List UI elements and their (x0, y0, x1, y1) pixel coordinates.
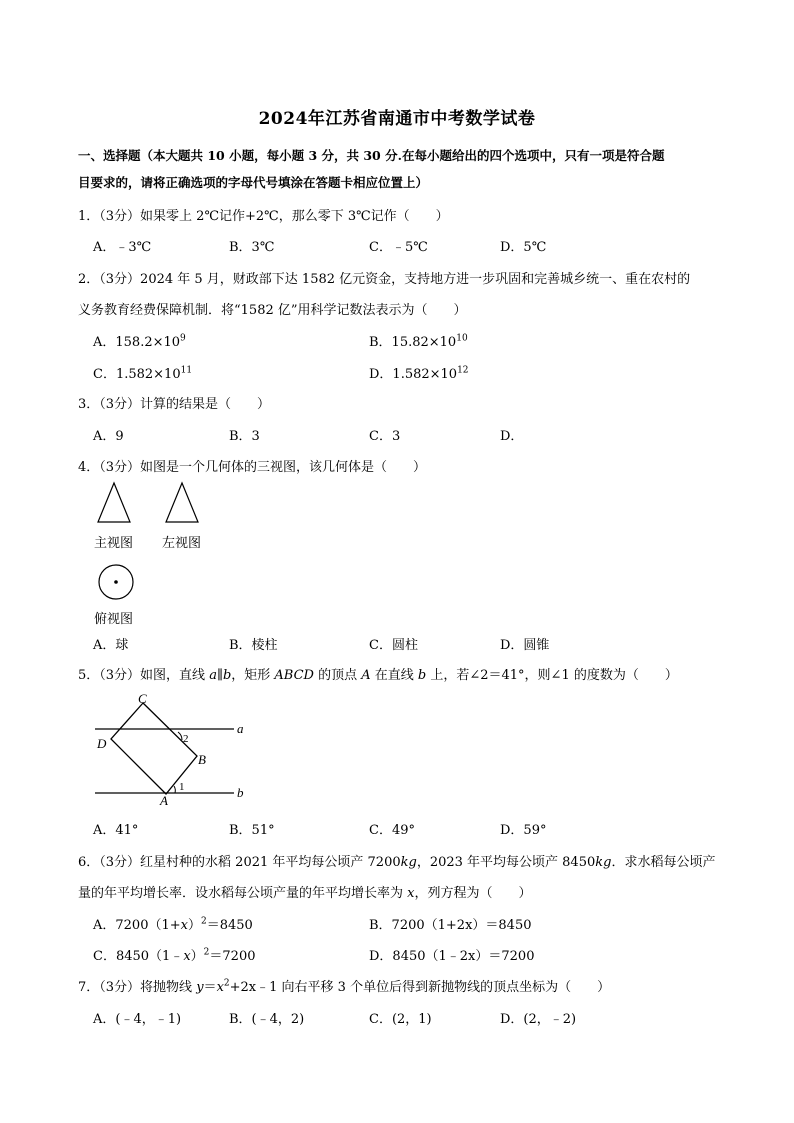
q1-option-d: D．5℃ (500, 240, 547, 255)
q3-option-a: A．9 (93, 429, 124, 444)
angle-1-arc (174, 786, 175, 793)
q5-option-b: B．51° (229, 823, 275, 838)
q7-option-a: A．(﹣4，﹣1) (93, 1012, 182, 1027)
section-header-line1: 一、选择题（本大题共 10 小题，每小题 3 分，共 30 分.在每小题给出的四个选项中，只有一项是符合题 (78, 148, 665, 163)
q4-option-a: A．球 (93, 638, 129, 653)
q6-stem-line1: 6．（3分）红星村种的水稻 2021 年平均每公顷产 7200kg，2023 年平均每公顷产 8450kg．求水稻每公顷产 (78, 855, 716, 870)
front-view-label: 主视图 (94, 536, 134, 551)
q5-figure (90, 690, 260, 810)
q5-option-d: D．59° (500, 823, 547, 838)
q2-option-d: D．$1.582\times 10^{12}$ (369, 365, 469, 382)
q1-option-b: B．3℃ (229, 240, 275, 255)
label-angle-2: 2 (183, 733, 189, 745)
section-header-line2: 目要求的，请将正确选项的字母代号填涂在答题卡相应位置上） (78, 175, 429, 190)
page-title: 2024年江苏省南通市中考数学试卷 (258, 109, 536, 129)
q6-option-b: B．7200（1+2x）＝8450 (369, 918, 532, 933)
q5-option-a: A．41° (93, 823, 139, 838)
label-line-b: b (237, 785, 244, 800)
q7-option-b: B．(﹣4，2) (229, 1012, 305, 1027)
q2-option-a: A．$158.2\times 10^9$ (93, 333, 186, 350)
q4-stem: 4．（3分）如图是一个几何体的三视图，该几何体是（ ） (78, 460, 427, 475)
q2-option-c: C．$1.582\times 10^{11}$ (93, 365, 193, 382)
q3-stem: 3．（3分）计算的结果是（ ） (78, 397, 271, 412)
q7-option-d: D．(2，﹣2) (500, 1012, 577, 1027)
q3-option-c: C．3 (369, 429, 401, 444)
top-view-circle (97, 563, 135, 601)
q1-option-c: C．﹣5℃ (369, 240, 428, 255)
q6-option-d: D．8450（1﹣2x）＝7200 (369, 949, 535, 964)
q4-option-c: C．圆柱 (369, 638, 418, 653)
q6-option-c: C．8450（1﹣x）$^2$＝7200 (93, 947, 256, 964)
q6-stem-line2: 量的年平均增长率．设水稻每公顷产量的年平均增长率为 x，列方程为（ ） (78, 886, 532, 901)
label-D: D (97, 736, 107, 751)
q4-option-b: B．棱柱 (229, 638, 278, 653)
label-B: B (198, 752, 206, 767)
q5-stem: 5．（3分）如图，直线 a∥b，矩形 ABCD 的顶点 A 在直线 b 上，若∠2＝41°，则∠1 的度数为（ ） (78, 668, 678, 683)
top-view-label: 俯视图 (94, 612, 134, 627)
q7-stem: 7．（3分）将抛物线 $y=x^2+2x﹣1$ 向右平移 3 个单位后得到新抛物线的顶点坐标为（ ） (78, 978, 611, 995)
q7-option-c: C．(2，1) (369, 1012, 432, 1027)
q2-stem-line2: 义务教育经费保障机制．将“1582 亿”用科学记数法表示为（ ） (78, 303, 467, 318)
q1-option-a: A．﹣3℃ (93, 240, 152, 255)
q3-option-d: D． (500, 429, 524, 444)
label-line-a: a (237, 721, 244, 736)
left-view-triangle (164, 482, 200, 524)
label-angle-1: 1 (179, 781, 185, 793)
q3-option-b: B．3 (229, 429, 260, 444)
q6-option-a: A．$7200(1+x)^2=8450$ (93, 916, 253, 933)
q5-option-c: C．49° (369, 823, 415, 838)
label-A: A (160, 793, 168, 808)
q2-option-b: B．$15.82\times 10^{10}$ (369, 333, 468, 350)
q1-stem: 1．（3分）如果零上 2℃记作+2℃，那么零下 3℃记作（ ） (78, 209, 449, 224)
q4-option-d: D．圆锥 (500, 638, 550, 653)
q2-stem-line1: 2．（3分）2024 年 5 月，财政部下达 1582 亿元资金，支持地方进一步巩固和完善城乡统一、重在农村的 (78, 272, 691, 287)
front-view-triangle (96, 482, 132, 524)
label-C: C (138, 691, 147, 706)
left-view-label: 左视图 (162, 536, 202, 551)
